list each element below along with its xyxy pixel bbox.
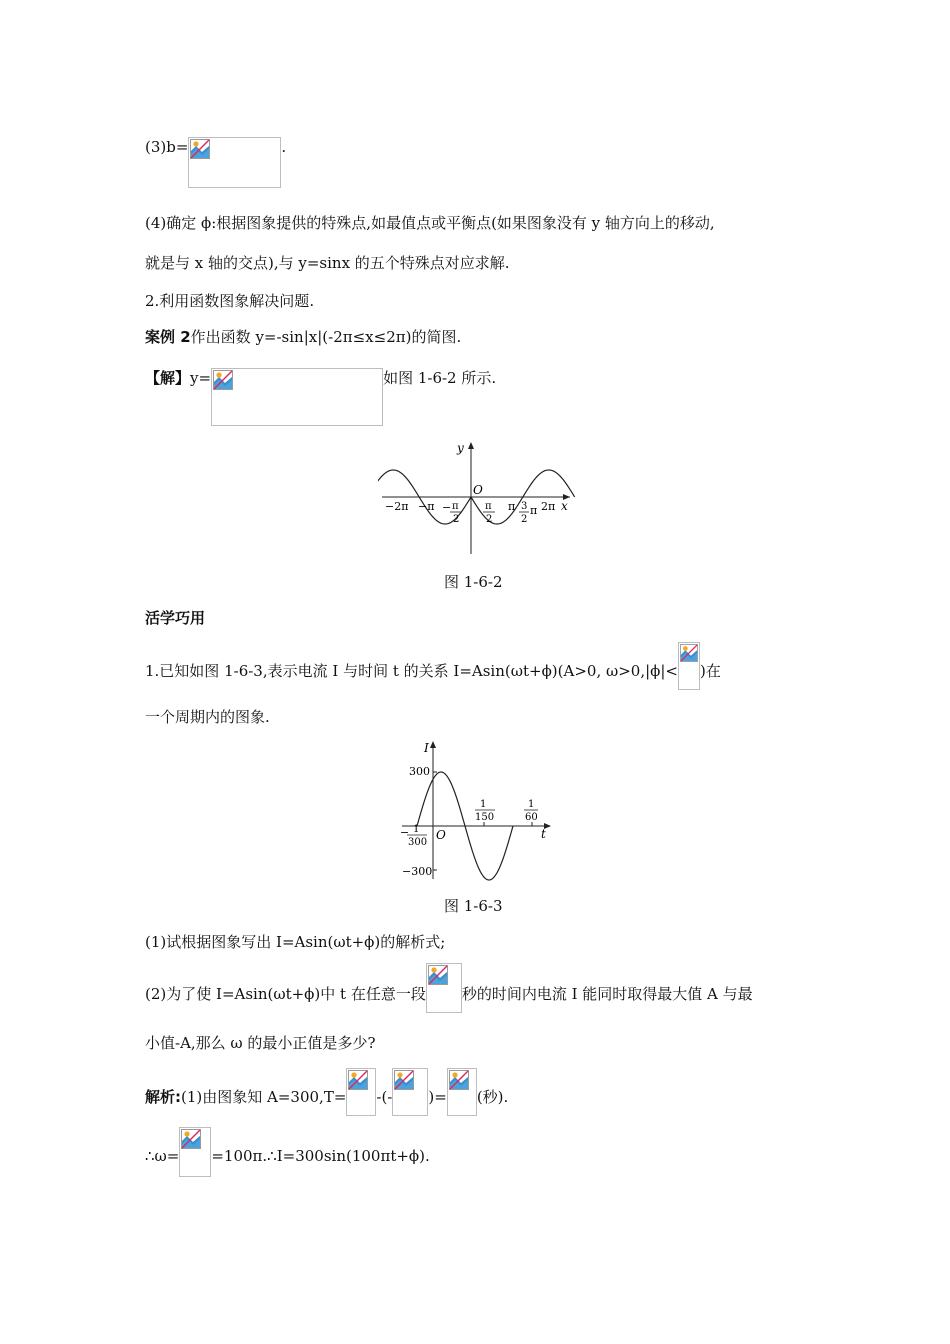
origin-label: O bbox=[436, 828, 446, 842]
tick-half-pi-den: 2 bbox=[486, 514, 493, 525]
figure-current-graph bbox=[398, 737, 558, 885]
x-axis-label: x bbox=[561, 499, 568, 513]
formula-image-y bbox=[211, 368, 383, 426]
label-1-150-num: 1 bbox=[480, 799, 487, 810]
label-1-60-den: 60 bbox=[525, 812, 538, 823]
tick-half-pi-num: π bbox=[485, 501, 492, 512]
question-1-text-b: )在 bbox=[700, 662, 721, 680]
tick-2pi: 2π bbox=[541, 500, 556, 513]
analysis-text-a: (1)由图象知 A=300,T= bbox=[181, 1088, 347, 1106]
formula-image-b bbox=[188, 137, 281, 188]
tick-neg-pi: −π bbox=[418, 500, 435, 513]
y-axis-label: y bbox=[457, 441, 464, 455]
broken-image-icon bbox=[680, 644, 698, 662]
i-axis-label: I bbox=[424, 741, 429, 755]
question-1-line-1 bbox=[145, 656, 721, 690]
tick-pi: π bbox=[508, 500, 516, 513]
formula-image-duration bbox=[426, 963, 462, 1013]
label-1-60-num: 1 bbox=[528, 799, 535, 810]
y-axis-arrow bbox=[468, 442, 474, 449]
label-neg-1-300-num: 1 bbox=[413, 824, 420, 835]
case-2-label: 案例 2 bbox=[145, 328, 191, 346]
step-3-prefix: (3)b= bbox=[145, 138, 189, 156]
broken-image-icon bbox=[181, 1129, 201, 1149]
tick-neg-half-pi-den: 2 bbox=[453, 514, 460, 525]
origin-label: O bbox=[473, 483, 483, 497]
formula-image-t3 bbox=[447, 1068, 477, 1116]
step-3-line bbox=[145, 137, 286, 188]
question-1-part-2-line-2: 小值-A,那么 ω 的最小正值是多少? bbox=[145, 1034, 376, 1052]
part-2-text-b: 秒的时间内电流 I 能同时取得最大值 A 与最 bbox=[461, 985, 753, 1003]
step-4-line-1: (4)确定 ϕ:根据图象提供的特殊点,如最值点或平衡点(如果图象没有 y 轴方向上的移动, bbox=[145, 214, 715, 232]
broken-image-icon bbox=[449, 1070, 469, 1090]
question-1-line-2: 一个周期内的图象. bbox=[145, 708, 270, 726]
section-heading: 活学巧用 bbox=[145, 609, 206, 627]
tick-3-half-pi-num: 3 bbox=[521, 501, 528, 512]
solution-prefix: y= bbox=[190, 369, 212, 387]
question-1-part-2-line-1 bbox=[145, 980, 753, 1013]
broken-image-icon bbox=[213, 370, 233, 390]
figure-1-6-2-caption: 图 1-6-2 bbox=[444, 573, 503, 591]
label-300: 300 bbox=[409, 765, 430, 778]
formula-image-t2 bbox=[392, 1068, 428, 1116]
item-2-heading: 2.利用函数图象解决问题. bbox=[145, 292, 315, 310]
analysis-text-c: )= bbox=[428, 1088, 447, 1106]
tick-3-half-pi-pi: π bbox=[530, 504, 538, 517]
figure-graph-neg-sin-abs bbox=[378, 438, 578, 558]
analysis2-text-a: ∴ω= bbox=[145, 1147, 180, 1165]
analysis-text-b: -(- bbox=[376, 1088, 393, 1106]
broken-image-icon bbox=[428, 965, 448, 985]
figure-1-6-3-caption: 图 1-6-3 bbox=[444, 897, 503, 915]
part-2-text-a: (2)为了使 I=Asin(ωt+ϕ)中 t 在任意一段 bbox=[145, 985, 426, 1003]
tick-3-half-pi-den: 2 bbox=[521, 514, 528, 525]
i-axis-arrow bbox=[430, 741, 436, 748]
tick-neg-2pi: −2π bbox=[385, 500, 409, 513]
tick-neg-half-pi-minus: − bbox=[442, 501, 452, 514]
case-2-line bbox=[145, 327, 461, 347]
solution-2-line bbox=[145, 368, 496, 426]
analysis2-text-b: =100π.∴I=300sin(100πt+ϕ). bbox=[211, 1147, 430, 1165]
case-2-text: 作出函数 y=-sin|x|(-2π≤x≤2π)的简图. bbox=[190, 328, 462, 346]
label-neg-300: −300 bbox=[402, 865, 433, 878]
label-1-150-den: 150 bbox=[475, 812, 495, 823]
formula-image-phi-bound bbox=[678, 642, 700, 690]
analysis-line-2 bbox=[145, 1143, 430, 1177]
broken-image-icon bbox=[348, 1070, 368, 1090]
formula-image-t1 bbox=[346, 1068, 376, 1116]
broken-image-icon bbox=[394, 1070, 414, 1090]
label-neg-1-300-minus: − bbox=[400, 826, 410, 839]
solution-suffix: 如图 1-6-2 所示. bbox=[383, 369, 497, 387]
formula-image-omega bbox=[179, 1127, 211, 1177]
analysis-line-1 bbox=[145, 1082, 508, 1116]
analysis-label: 解析: bbox=[145, 1088, 181, 1106]
solution-label: 【解】 bbox=[145, 369, 191, 387]
label-neg-1-300-den: 300 bbox=[408, 837, 428, 848]
broken-image-icon bbox=[190, 139, 210, 159]
tick-neg-half-pi-num: π bbox=[452, 501, 459, 512]
question-1-text-a: 1.已知如图 1-6-3,表示电流 I 与时间 t 的关系 I=Asin(ωt+ϕ)(A>0, ω>0,|ϕ|< bbox=[145, 662, 678, 680]
question-1-part-1: (1)试根据图象写出 I=Asin(ωt+ϕ)的解析式; bbox=[145, 933, 446, 951]
step-3-suffix: . bbox=[281, 138, 287, 156]
t-axis-label: t bbox=[541, 827, 546, 841]
step-4-line-2: 就是与 x 轴的交点),与 y=sinx 的五个特殊点对应求解. bbox=[145, 254, 510, 272]
analysis-text-d: (秒). bbox=[476, 1088, 509, 1106]
